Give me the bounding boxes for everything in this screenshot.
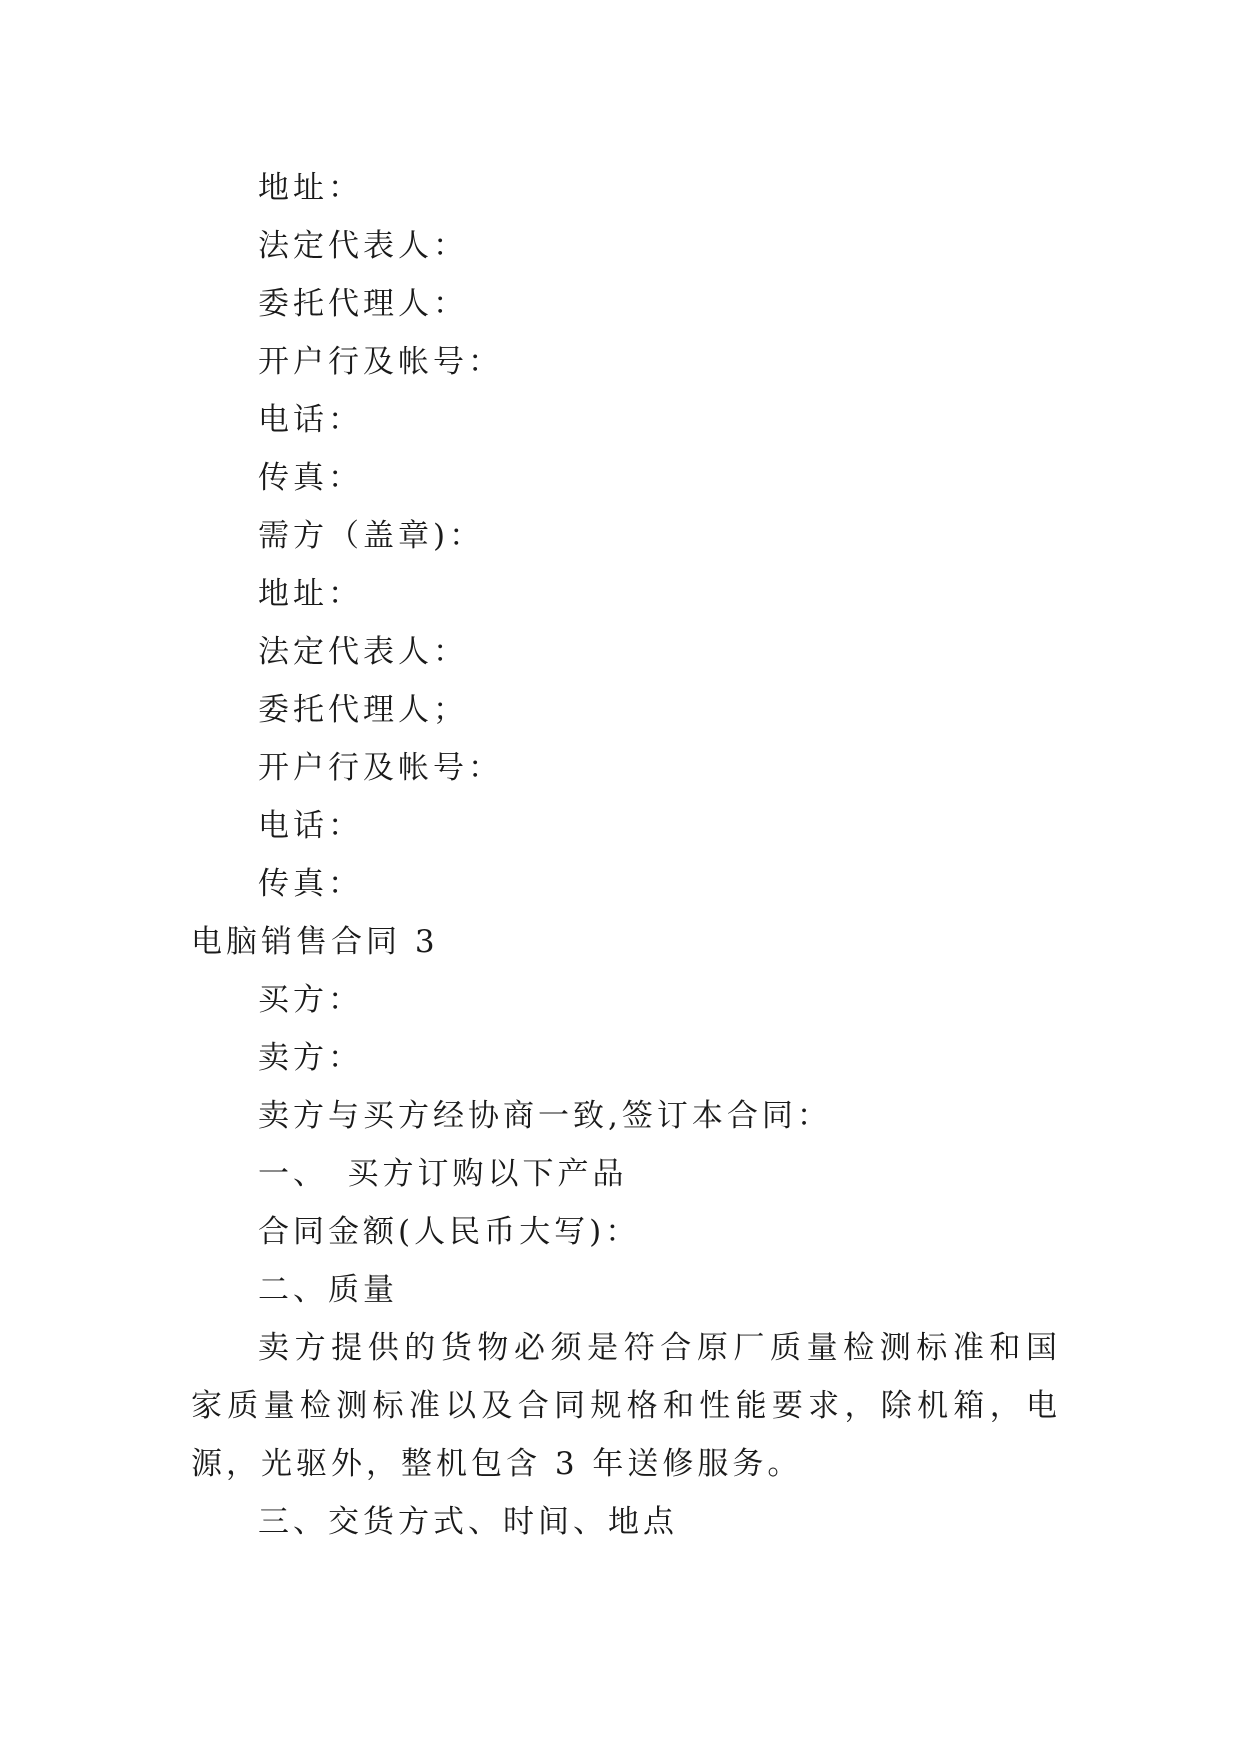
contract-heading: 电脑销售合同 3 <box>191 924 439 960</box>
section-2-heading: 二、质量 <box>258 1272 398 1308</box>
buyer-bank-account-label: 开户行及帐号： <box>258 750 503 786</box>
contract-seller-label: 卖方： <box>258 1040 363 1076</box>
contract-buyer-label: 买方： <box>258 982 363 1018</box>
supplier-bank-account-label: 开户行及帐号： <box>258 344 503 380</box>
buyer-title-label: 需方（盖章)： <box>258 518 485 554</box>
buyer-address-label: 地址： <box>258 576 363 612</box>
buyer-phone-label: 电话： <box>258 808 363 844</box>
contract-intro: 卖方与买方经协商一致,签订本合同： <box>258 1098 832 1134</box>
supplier-phone-label: 电话： <box>258 402 363 438</box>
buyer-agent-label: 委托代理人； <box>258 692 468 728</box>
supplier-agent-label: 委托代理人： <box>258 286 468 322</box>
supplier-legal-rep-label: 法定代表人： <box>258 228 468 264</box>
buyer-fax-label: 传真： <box>258 866 363 902</box>
contract-amount-label: 合同金额(人民币大写)： <box>258 1214 641 1250</box>
supplier-fax-label: 传真： <box>258 460 363 496</box>
buyer-legal-rep-label: 法定代表人： <box>258 634 468 670</box>
supplier-address-label: 地址： <box>258 170 363 206</box>
quality-paragraph: 卖方提供的货物必须是符合原厂质量检测标准和国家质量检测标准以及合同规格和性能要求，除机箱，电源，光驱外，整机包含 3 年送修服务。 <box>191 1330 1061 1482</box>
section-1-heading: 一、 买方订购以下产品 <box>258 1156 628 1192</box>
section-3-heading: 三、交货方式、时间、地点 <box>258 1504 678 1540</box>
